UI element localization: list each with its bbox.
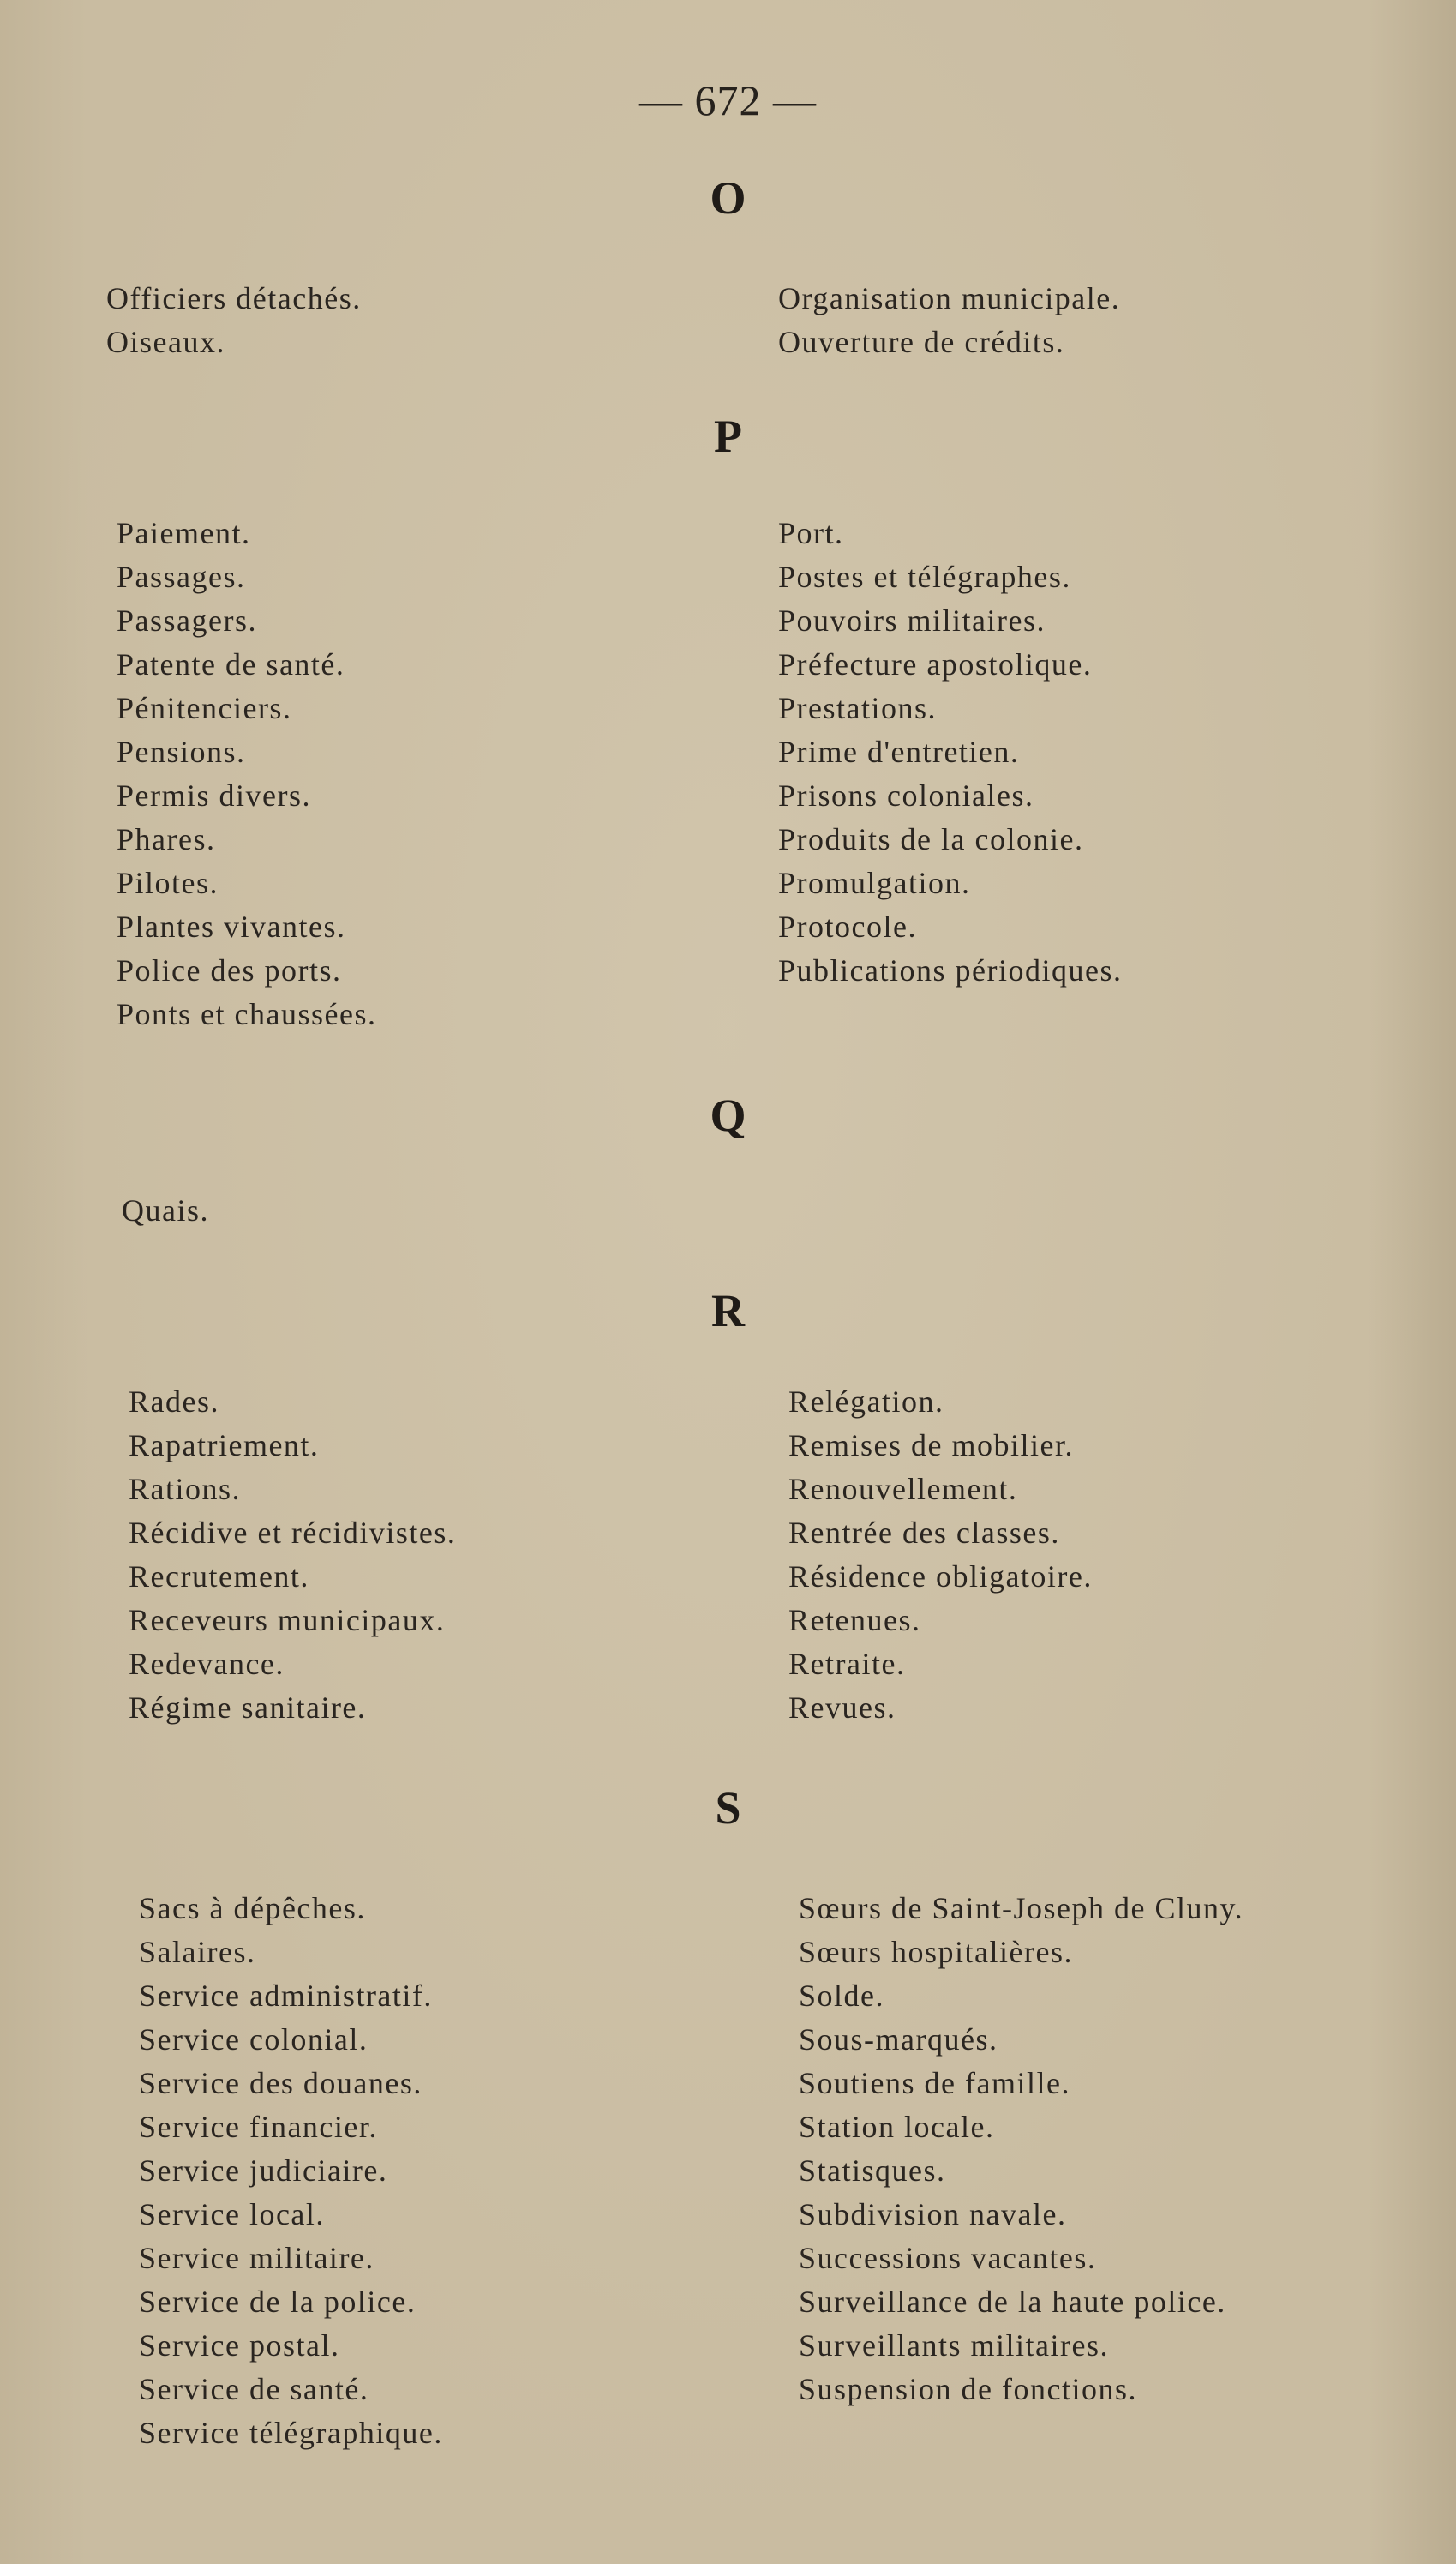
list-item: Promulgation. (778, 866, 971, 900)
list-item: Solde. (799, 1979, 885, 2013)
list-item: Subdivision navale. (799, 2197, 1067, 2231)
list-item: Permis divers. (117, 778, 311, 813)
list-item: Rentrée des classes. (788, 1516, 1060, 1550)
section-r-left-list (129, 1380, 456, 1730)
list-item: Produits de la colonie. (778, 822, 1084, 856)
list-item: Organisation municipale. (778, 281, 1121, 315)
list-item: Remises de mobilier. (788, 1428, 1074, 1462)
list-item: Sous-marqués. (799, 2022, 998, 2057)
section-p-left-list (117, 512, 376, 1036)
section-q-left-list (122, 1189, 209, 1233)
list-item: Renouvellement. (788, 1472, 1018, 1506)
list-item: Service colonial. (139, 2022, 368, 2057)
list-item: Oiseaux. (106, 325, 225, 359)
list-item: Pilotes. (117, 866, 219, 900)
list-item: Patente de santé. (117, 647, 345, 682)
list-item: Police des ports. (117, 953, 342, 988)
list-item: Passages. (117, 560, 246, 594)
list-item: Protocole. (778, 910, 917, 944)
list-item: Service administratif. (139, 1979, 433, 2013)
list-item: Pouvoirs militaires. (778, 603, 1046, 638)
page-number: — 672 — (639, 76, 817, 124)
list-item: Relégation. (788, 1384, 944, 1419)
list-item: Phares. (117, 822, 216, 856)
list-item: Récidive et récidivistes. (129, 1516, 457, 1550)
list-item: Prime d'entretien. (778, 735, 1020, 769)
list-item: Service de santé. (139, 2372, 369, 2406)
list-item: Service télégraphique. (139, 2416, 443, 2450)
section-s-right-list (799, 1887, 1243, 2411)
list-item: Quais. (122, 1193, 209, 1228)
list-item: Prisons coloniales. (778, 778, 1034, 813)
section-letter-r: R (711, 1285, 745, 1336)
list-item: Retenues. (788, 1603, 921, 1637)
list-item: Salaires. (139, 1935, 256, 1969)
section-p-right-list (778, 512, 1122, 993)
list-item: Préfecture apostolique. (778, 647, 1093, 682)
list-item: Régime sanitaire. (129, 1690, 367, 1725)
list-item: Rations. (129, 1472, 242, 1506)
list-item: Soutiens de famille. (799, 2066, 1070, 2100)
list-item: Sœurs hospitalières. (799, 1935, 1073, 1969)
list-item: Recrutement. (129, 1559, 309, 1594)
list-item: Publications périodiques. (778, 953, 1123, 988)
list-item: Receveurs municipaux. (129, 1603, 446, 1637)
list-item: Pensions. (117, 735, 246, 769)
list-item: Service des douanes. (139, 2066, 422, 2100)
list-item: Ponts et chaussées. (117, 997, 377, 1031)
list-item: Paiement. (117, 516, 251, 550)
section-letter-p: P (714, 411, 742, 462)
section-o-left-list (106, 277, 362, 364)
list-item: Ouverture de crédits. (778, 325, 1065, 359)
list-item: Sœurs de Saint-Joseph de Cluny. (799, 1891, 1244, 1925)
section-o-right-list (778, 277, 1120, 364)
list-item: Service local. (139, 2197, 325, 2231)
section-s-left-list (139, 1887, 443, 2455)
list-item: Pénitenciers. (117, 691, 292, 725)
list-item: Rades. (129, 1384, 219, 1419)
section-r-right-list (788, 1380, 1093, 1730)
list-item: Station locale. (799, 2110, 995, 2144)
list-item: Statisques. (799, 2153, 946, 2188)
list-item: Prestations. (778, 691, 937, 725)
section-letter-s: S (715, 1782, 741, 1834)
list-item: Service judiciaire. (139, 2153, 388, 2188)
list-item: Service militaire. (139, 2241, 374, 2275)
list-item: Surveillants militaires. (799, 2328, 1109, 2363)
list-item: Revues. (788, 1690, 896, 1725)
list-item: Surveillance de la haute police. (799, 2285, 1226, 2319)
list-item: Port. (778, 516, 844, 550)
section-letter-q: Q (710, 1090, 746, 1141)
list-item: Résidence obligatoire. (788, 1559, 1093, 1594)
list-item: Officiers détachés. (106, 281, 362, 315)
list-item: Service de la police. (139, 2285, 416, 2319)
list-item: Service postal. (139, 2328, 340, 2363)
list-item: Passagers. (117, 603, 257, 638)
list-item: Rapatriement. (129, 1428, 320, 1462)
section-letter-o: O (710, 172, 746, 224)
list-item: Sacs à dépêches. (139, 1891, 366, 1925)
list-item: Suspension de fonctions. (799, 2372, 1137, 2406)
list-item: Successions vacantes. (799, 2241, 1097, 2275)
list-item: Plantes vivantes. (117, 910, 346, 944)
list-item: Retraite. (788, 1647, 906, 1681)
list-item: Redevance. (129, 1647, 285, 1681)
list-item: Service financier. (139, 2110, 378, 2144)
list-item: Postes et télégraphes. (778, 560, 1071, 594)
